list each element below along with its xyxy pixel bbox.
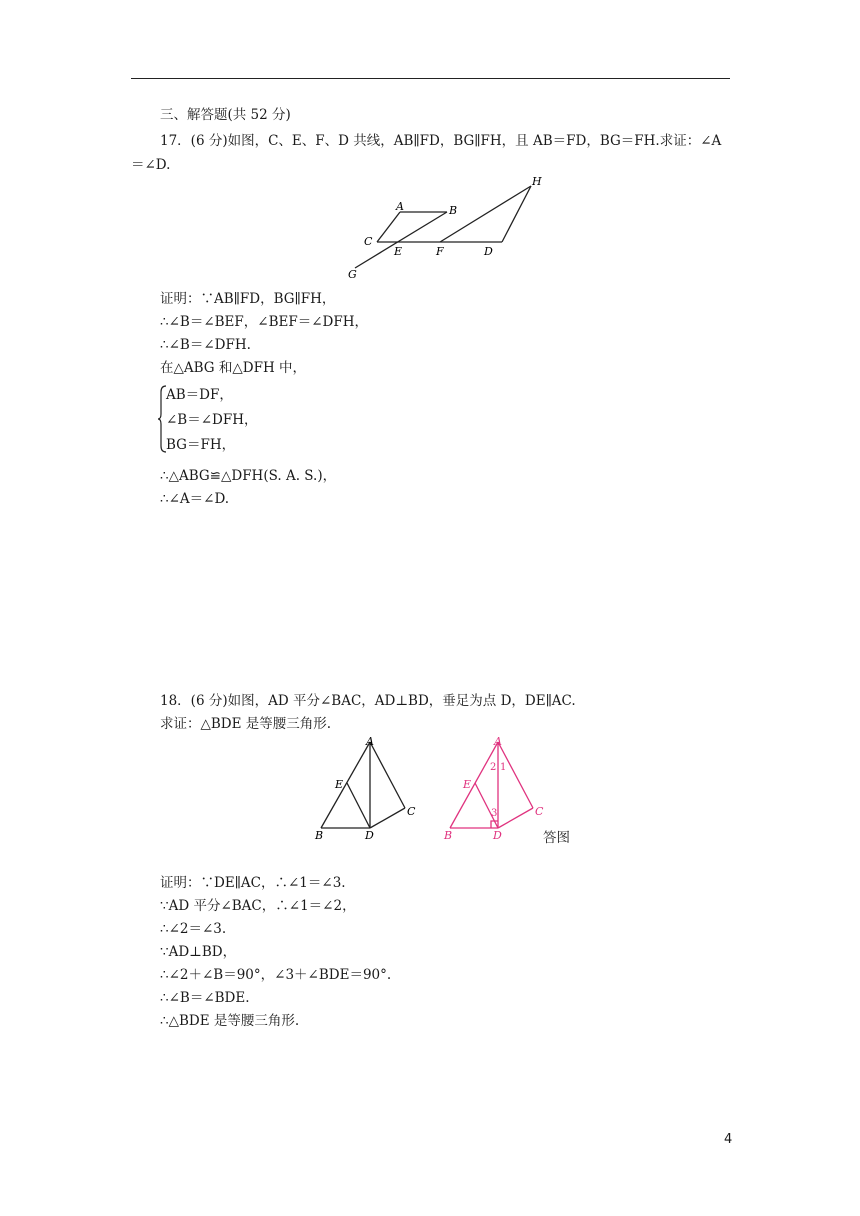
label-a: A [396, 200, 404, 213]
side-ac [498, 742, 533, 808]
q17-prompt-line2: ＝∠D. [131, 157, 171, 173]
label-h: H [532, 175, 542, 188]
label-e: E [394, 245, 403, 258]
q17-figure [340, 170, 555, 285]
page-number: 4 [724, 1132, 733, 1147]
header-rule [131, 78, 730, 79]
label-c: C [535, 805, 544, 818]
q17-system-line3: BG＝FH， [166, 437, 236, 453]
q18-answer-figure [440, 732, 550, 844]
q17-proof-line1: 证明：∵AB∥FD，BG∥FH， [160, 291, 336, 307]
q18-proof-line7: ∴△BDE 是等腰三角形. [160, 1013, 300, 1029]
q17-proof-line2: ∴∠B＝∠BEF，∠BEF＝∠DFH， [160, 314, 369, 330]
label-g: G [348, 268, 357, 281]
segment-ed [347, 783, 370, 828]
label-b: B [444, 829, 453, 842]
label-f: F [436, 245, 444, 258]
q17-proof-line4: 在△ABG 和△DFH 中， [160, 360, 307, 376]
q18-proof-line4: ∵AD⊥BD， [160, 944, 237, 960]
q17-system-line1: AB＝DF， [166, 387, 233, 403]
label-a: A [494, 735, 502, 748]
q17-prompt-line1: 17．(6 分)如图，C、E、F、D 共线，AB∥FD，BG∥FH，且 AB＝FD，BG＝FH.求证：∠A [160, 133, 722, 149]
label-angle-3: 3 [491, 808, 498, 819]
q17-conclusion-line1: ∴△ABG≌△DFH(S. A. S.)， [160, 468, 337, 484]
line-ac [377, 212, 400, 242]
q17-proof-line3: ∴∠B＝∠DFH. [160, 337, 251, 353]
label-b: B [449, 204, 458, 217]
q18-proof-line3: ∴∠2＝∠3. [160, 921, 227, 937]
label-b: B [315, 829, 324, 842]
q18-proof-line2: ∵AD 平分∠BAC，∴∠1＝∠2， [160, 898, 356, 914]
label-e: E [463, 778, 472, 791]
section-header: 三、解答题(共 52 分) [160, 107, 291, 123]
q18-prompt-line2: 求证：△BDE 是等腰三角形. [160, 716, 332, 732]
segment-dc [370, 808, 405, 828]
q17-conclusion-line2: ∴∠A＝∠D. [160, 491, 230, 507]
segment-dc [498, 808, 533, 828]
label-angle-2: 2 [490, 762, 497, 773]
label-e: E [335, 778, 344, 791]
label-angle-1: 1 [500, 762, 507, 773]
label-d: D [493, 829, 502, 842]
side-ac [370, 742, 405, 808]
q18-figure [310, 732, 420, 844]
q18-proof-line5: ∴∠2＋∠B＝90°，∠3＋∠BDE＝90°. [160, 967, 392, 983]
q18-prompt-line1: 18．(6 分)如图，AD 平分∠BAC，AD⊥BD，垂足为点 D，DE∥AC. [160, 693, 576, 709]
q18-proof-line6: ∴∠B＝∠BDE. [160, 990, 250, 1006]
label-c: C [407, 805, 416, 818]
answer-figure-caption: 答图 [543, 830, 570, 846]
q17-system-line2: ∠B＝∠DFH， [166, 412, 258, 428]
label-d: D [365, 829, 374, 842]
label-d: D [484, 245, 493, 258]
q18-proof-line1: 证明：∵DE∥AC，∴∠1＝∠3. [160, 875, 346, 891]
side-ab [321, 742, 370, 828]
label-c: C [364, 235, 373, 248]
label-a: A [366, 735, 374, 748]
